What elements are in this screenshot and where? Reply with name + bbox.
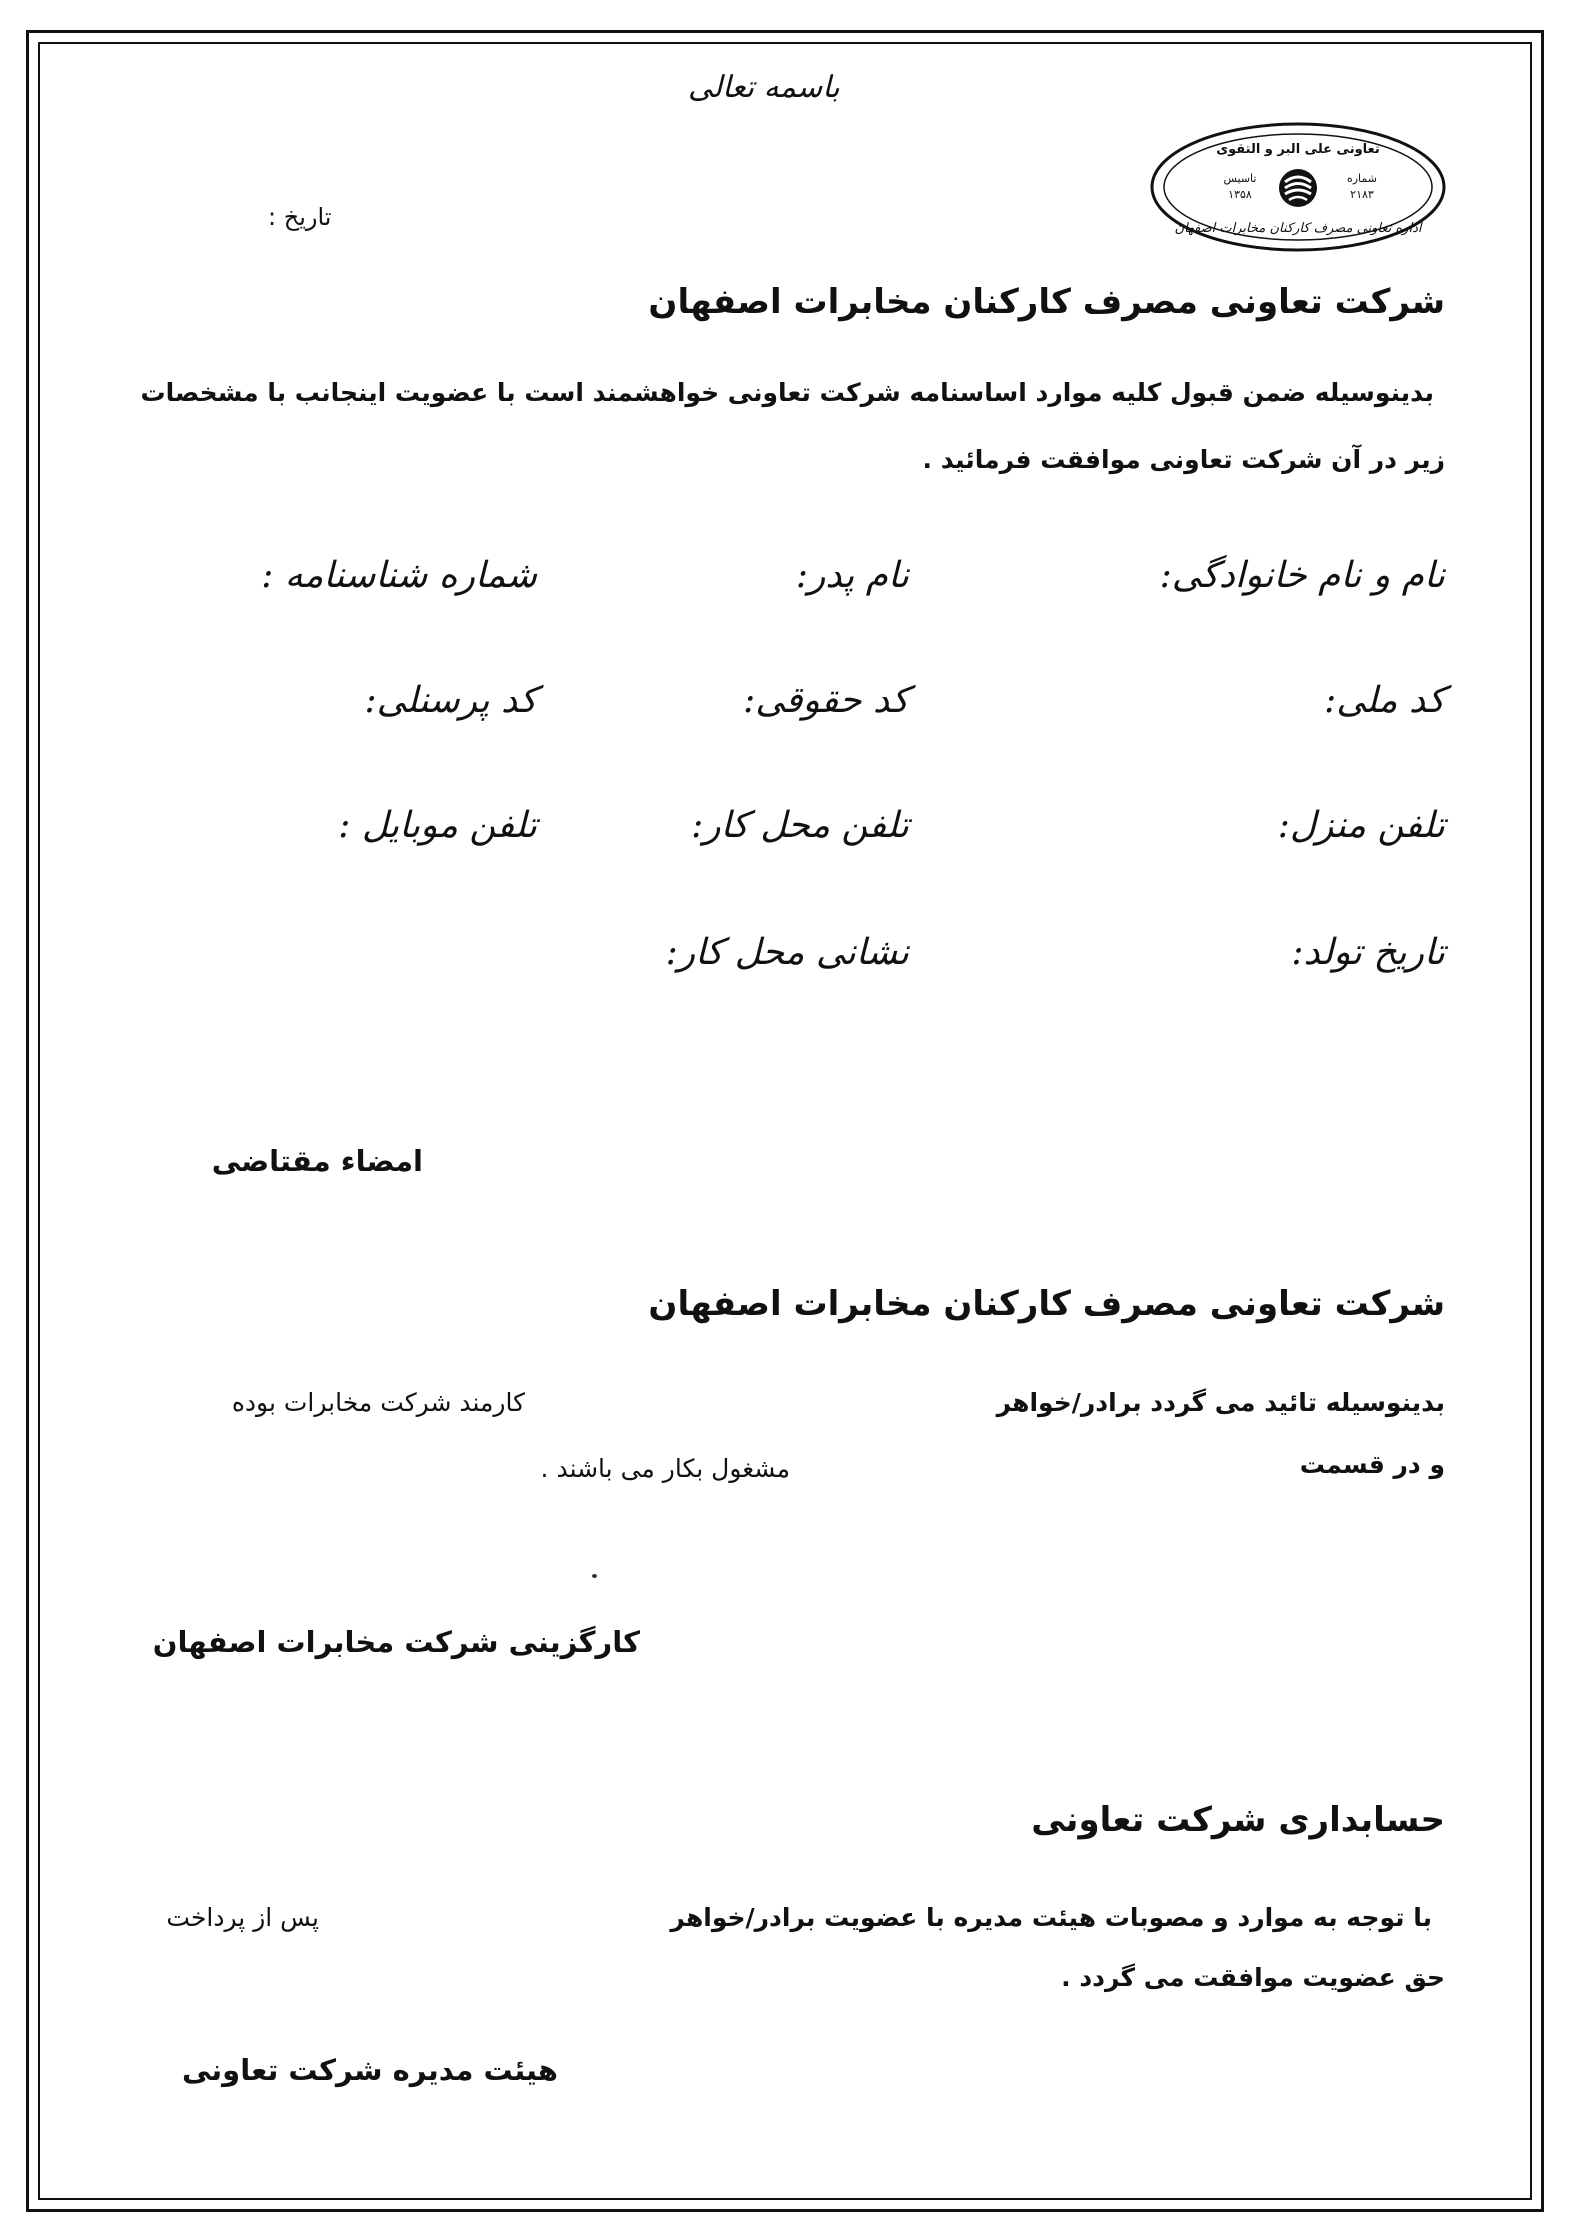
scan-speck (592, 1574, 597, 1578)
section-title-application: شرکت تعاونی مصرف کارکنان مخابرات اصفهان (648, 282, 1445, 322)
field-national-code: کد ملی: (1324, 680, 1445, 721)
field-home-phone: تلفن منزل: (1277, 805, 1445, 846)
field-salary-code: کد حقوقی: (743, 680, 909, 721)
field-work-address: نشانی محل کار: (665, 932, 909, 973)
employment-line-2-mid: مشغول بکار می باشند . (540, 1454, 790, 1483)
employment-line-2-right: و در قسمت (1299, 1450, 1445, 1479)
accounting-line-1-right: با توجه به موارد و مصوبات هیئت مدیره با عضویت برادر/خواهر (670, 1903, 1432, 1932)
field-full-name: نام و نام خانوادگی: (1159, 555, 1445, 596)
board-signature-label: هیئت مدیره شرکت تعاونی (181, 2053, 558, 2087)
seal-left-label: شماره (1346, 172, 1378, 185)
field-id-number: شماره شناسنامه : (261, 555, 537, 596)
accounting-line-2: حق عضویت موافقت می گردد . (1061, 1963, 1445, 1992)
date-label: تاریخ : (268, 203, 332, 231)
field-birth-date: تاریخ تولد: (1291, 932, 1445, 973)
field-personnel-code: کد پرسنلی: (364, 680, 537, 721)
telecom-logo (1279, 169, 1317, 207)
employment-line-1-right: بدینوسیله تائید می گردد برادر/خواهر (996, 1388, 1445, 1417)
section-title-employment: شرکت تعاونی مصرف کارکنان مخابرات اصفهان (648, 1284, 1445, 1324)
employment-line-1-left: کارمند شرکت مخابرات بوده (231, 1388, 525, 1417)
field-mobile-phone: تلفن موبایل : (338, 805, 537, 846)
invocation: باسمه تعالی (688, 70, 840, 105)
applicant-signature-label: امضاء مقتاضی (211, 1144, 423, 1178)
accounting-line-1-left: پس از پرداخت (166, 1903, 319, 1932)
hr-signature-label: کارگزینی شرکت مخابرات اصفهان (152, 1625, 640, 1659)
section-title-accounting: حسابداری شرکت تعاونی (1031, 1800, 1445, 1840)
field-father-name: نام پدر: (795, 555, 909, 596)
seal-number: ۲۱۸۳ (1350, 188, 1374, 201)
seal-right-label: تاسیس (1223, 172, 1257, 185)
field-work-phone: تلفن محل کار: (691, 805, 909, 846)
seal-bottom-text: اداره تعاونی مصرف کارکنان مخابرات اصفهان (1174, 221, 1422, 236)
page-border-inner (38, 42, 1532, 2200)
intro-line-2: زیر در آن شرکت تعاونی موافقت فرمائید . (922, 445, 1445, 474)
intro-line-1: بدینوسیله ضمن قبول کلیه موارد اساسنامه شرکت تعاونی خواهشمند است با عضویت اینجانب با مشخصات (140, 378, 1434, 407)
cooperative-seal-stamp (1148, 120, 1448, 255)
seal-year: ۱۳۵۸ (1228, 188, 1252, 201)
seal-top-text: تعاونی علی البر و التقوی (1216, 142, 1380, 157)
